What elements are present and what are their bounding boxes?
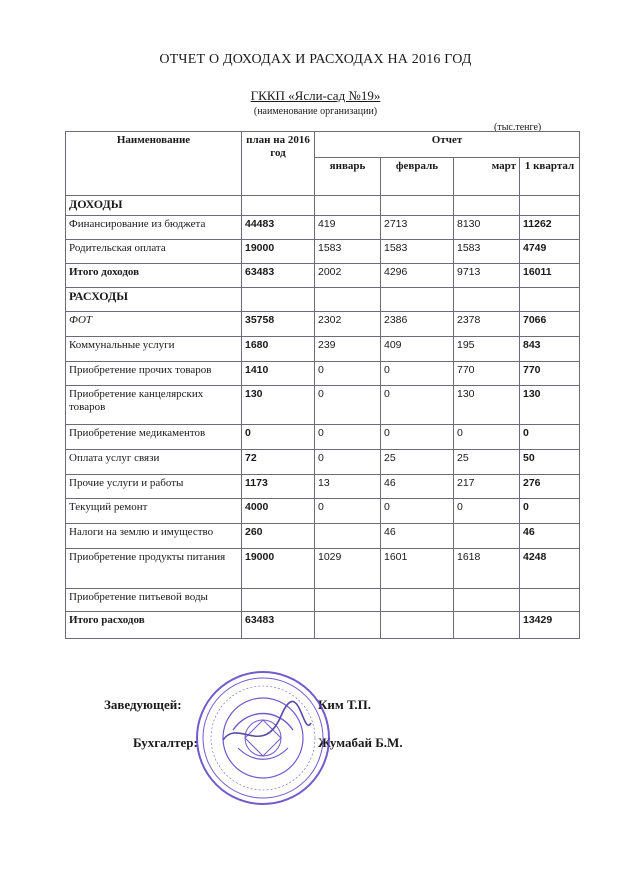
row-jan: 2002 — [315, 264, 381, 288]
row-jan: 0 — [315, 362, 381, 386]
row-mar: 195 — [454, 337, 520, 362]
row-feb: 46 — [381, 475, 454, 499]
row-plan: 1680 — [242, 337, 315, 362]
row-plan: 4000 — [242, 499, 315, 524]
header-january: январь — [315, 158, 381, 196]
row-name: Оплата услуг связи — [66, 450, 242, 475]
section-income: ДОХОДЫ — [66, 196, 242, 216]
row-jan: 0 — [315, 425, 381, 450]
row-feb: 25 — [381, 450, 454, 475]
table-row — [66, 216, 580, 240]
row-q1: 130 — [520, 386, 580, 425]
row-q1: 276 — [520, 475, 580, 499]
row-mar: 9713 — [454, 264, 520, 288]
row-plan: 19000 — [242, 240, 315, 264]
row-feb: 0 — [381, 425, 454, 450]
header-plan: план на 2016 год — [242, 132, 315, 196]
row-plan: 63483 — [242, 612, 315, 639]
row-name: Приобретение медикаментов — [66, 425, 242, 450]
section-expense-row — [66, 288, 580, 312]
table-row — [66, 312, 580, 337]
row-q1: 50 — [520, 450, 580, 475]
row-mar — [454, 589, 520, 612]
row-q1: 7066 — [520, 312, 580, 337]
header-february: февраль — [381, 158, 454, 196]
organization-note: (наименование организации) — [253, 106, 378, 117]
row-q1: 16011 — [520, 264, 580, 288]
row-jan: 13 — [315, 475, 381, 499]
table-row — [66, 450, 580, 475]
row-mar: 217 — [454, 475, 520, 499]
row-jan: 239 — [315, 337, 381, 362]
row-name: Текущий ремонт — [66, 499, 242, 524]
row-plan: 1173 — [242, 475, 315, 499]
section-expense: РАСХОДЫ — [66, 288, 242, 312]
row-feb: 2713 — [381, 216, 454, 240]
row-mar: 1618 — [454, 549, 520, 589]
table-row — [66, 337, 580, 362]
row-plan — [242, 589, 315, 612]
units-label: (тыс.тенге) — [494, 122, 542, 133]
row-name: Приобретение питьевой воды — [66, 589, 242, 612]
report-title: ОТЧЕТ О ДОХОДАХ И РАСХОДАХ НА 2016 ГОД — [159, 52, 472, 67]
row-name: Приобретение продукты питания — [66, 549, 242, 589]
row-mar: 2378 — [454, 312, 520, 337]
row-mar: 130 — [454, 386, 520, 425]
row-name: Финансирование из бюджета — [66, 216, 242, 240]
row-feb: 46 — [381, 524, 454, 549]
row-name: Приобретение канцелярских товаров — [66, 386, 242, 425]
row-feb — [381, 589, 454, 612]
header-march: март — [454, 158, 520, 196]
row-jan: 0 — [315, 450, 381, 475]
row-name: Родительская оплата — [66, 240, 242, 264]
row-mar: 8130 — [454, 216, 520, 240]
table-row — [66, 425, 580, 450]
header-name: Наименование — [66, 132, 242, 196]
row-name: Итого расходов — [66, 612, 242, 639]
row-plan: 19000 — [242, 549, 315, 589]
row-plan: 0 — [242, 425, 315, 450]
row-name: Прочие услуги и работы — [66, 475, 242, 499]
table-row — [66, 589, 580, 612]
table-row — [66, 362, 580, 386]
row-q1: 4248 — [520, 549, 580, 589]
head-label: Заведующей: — [104, 697, 182, 712]
row-mar: 770 — [454, 362, 520, 386]
table-row — [66, 499, 580, 524]
income-total-row — [66, 264, 580, 288]
row-q1: 13429 — [520, 612, 580, 639]
row-q1: 11262 — [520, 216, 580, 240]
header-quarter: 1 квартал — [520, 158, 580, 196]
row-q1: 46 — [520, 524, 580, 549]
organization-name-text: ГККП «Ясли-сад №19» — [250, 88, 381, 103]
accountant-name: Жумабай Б.М. — [318, 735, 403, 750]
row-plan: 1410 — [242, 362, 315, 386]
table-row — [66, 386, 580, 425]
row-q1: 4749 — [520, 240, 580, 264]
row-mar: 0 — [454, 425, 520, 450]
row-feb: 2386 — [381, 312, 454, 337]
row-name: Приобретение прочих товаров — [66, 362, 242, 386]
expense-total-row — [66, 612, 580, 639]
row-feb: 0 — [381, 499, 454, 524]
row-jan: 1583 — [315, 240, 381, 264]
row-mar — [454, 612, 520, 639]
row-jan — [315, 524, 381, 549]
accountant-label: Бухгалтер: — [133, 735, 198, 750]
row-plan: 72 — [242, 450, 315, 475]
head-name: Ким Т.П. — [318, 697, 372, 712]
row-plan: 63483 — [242, 264, 315, 288]
row-name: Коммунальные услуги — [66, 337, 242, 362]
row-feb — [381, 612, 454, 639]
row-feb: 409 — [381, 337, 454, 362]
row-feb: 0 — [381, 362, 454, 386]
row-feb: 0 — [381, 386, 454, 425]
row-q1: 843 — [520, 337, 580, 362]
row-q1: 0 — [520, 425, 580, 450]
report-table — [65, 131, 580, 639]
row-mar: 25 — [454, 450, 520, 475]
row-plan: 130 — [242, 386, 315, 425]
row-jan — [315, 612, 381, 639]
table-row — [66, 475, 580, 499]
row-plan: 260 — [242, 524, 315, 549]
row-mar — [454, 524, 520, 549]
row-name: ФОТ — [66, 312, 242, 337]
row-jan — [315, 589, 381, 612]
row-feb: 1601 — [381, 549, 454, 589]
row-jan: 419 — [315, 216, 381, 240]
row-jan: 0 — [315, 386, 381, 425]
row-q1: 770 — [520, 362, 580, 386]
row-name: Итого доходов — [66, 264, 242, 288]
row-mar: 1583 — [454, 240, 520, 264]
row-feb: 4296 — [381, 264, 454, 288]
table-row — [66, 240, 580, 264]
row-q1 — [520, 589, 580, 612]
header-report: Отчет — [315, 132, 580, 158]
row-name: Налоги на землю и имущество — [66, 524, 242, 549]
official-stamp — [193, 668, 333, 808]
row-q1: 0 — [520, 499, 580, 524]
table-row — [66, 524, 580, 549]
row-jan: 1029 — [315, 549, 381, 589]
section-income-row — [66, 196, 580, 216]
organization-name — [0, 88, 631, 104]
row-mar: 0 — [454, 499, 520, 524]
row-jan: 0 — [315, 499, 381, 524]
table-row — [66, 549, 580, 589]
row-jan: 2302 — [315, 312, 381, 337]
row-plan: 44483 — [242, 216, 315, 240]
row-feb: 1583 — [381, 240, 454, 264]
row-plan: 35758 — [242, 312, 315, 337]
